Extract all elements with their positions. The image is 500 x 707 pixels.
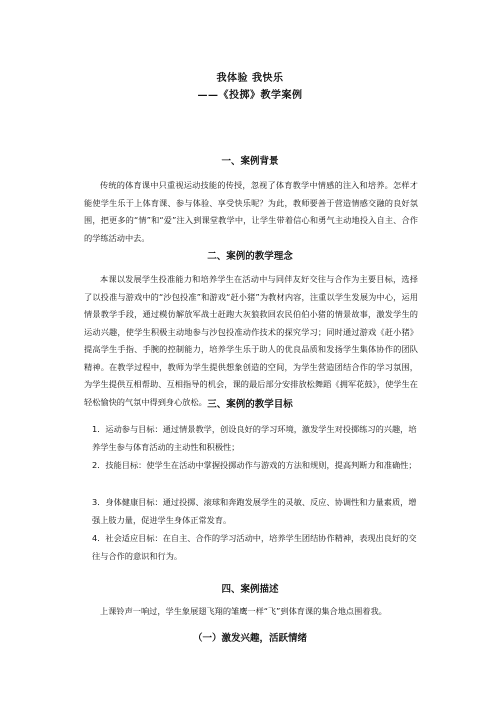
section-heading-philosophy: 二、案例的教学理念 (207, 251, 293, 262)
objective-item: 2．技能目标：使学生在活动中掌握投掷动作与游戏的方法和规则，提高判断力和准确性； (92, 460, 417, 470)
document-title: 我体验 我快乐 (216, 73, 284, 84)
section-heading-description: 四、案例描述 (221, 584, 279, 595)
subsection-heading: （一）激发兴趣，活跃情绪 (192, 633, 307, 644)
section-heading-background: 一、案例背景 (221, 156, 279, 167)
objective-item: 1．运动参与目标：通过情景教学，创设良好的学习环境，激发学生对投掷练习的兴趣，培养学生参与体育活动的主动性和积极性； (92, 424, 417, 452)
objective-item: 4．社会适应目标：在自主、合作的学习活动中，培养学生团结协作精神，表现出良好的交往与合作的意识和行为。 (92, 533, 417, 561)
objective-item: 3．身体健康目标：通过投掷、滚球和奔跑发展学生的灵敏、反应、协调性和力量素质，增强上肢力量，促进学生身体正常发育。 (92, 497, 417, 525)
section-paragraph-background: 传统的体育课中只重视运动技能的传授，忽视了体育教学中情感的注入和培养。怎样才能使学生乐于上体育课、参与体验、享受快乐呢？为此，教师要善于营造情感交融的良好氛围，把更多的“情”和“爱”注入到课堂教学中，让学生带着信心和勇气主动地投入自主、合作的学练活动中去。 (84, 180, 418, 243)
section-heading-objectives: 三、案例的教学目标 (207, 399, 293, 410)
section-paragraph-philosophy: 本课以发展学生投准能力和培养学生在活动中与同伴友好交往与合作为主要目标，选择了以投准与游戏中的“沙包投准”和游戏“赶小猪”为教材内容，注重以学生发展为中心，运用情景教学手段，通过模仿解放军战士赶跑大灰狼救回农民伯伯小猪的情景故事，激发学生的运动兴趣，使学生积极主动地参与沙包投准动作技术的探究学习；同时通过游戏《赶小猪》提高学生手指、手腕的控制能力，培养学生乐于助人的优良品质和发扬学生集体协作的团队精神。在教学过程中，教师为学生提供想象创造的空间，为学生营造团结合作的学习氛围，为学生提供互相帮助、互相指导的机会，课的最后部分安排放松舞蹈《拥军花鼓》，使学生在轻松愉快的气氛中得到身心放松。 (84, 274, 418, 407)
document-subtitle: ——《投掷》教学案例 (197, 90, 303, 101)
section-paragraph-description: 上课铃声一响过，学生象展翅飞翔的雏鹰一样“飞”到体育课的集合地点围着我。 (100, 606, 387, 616)
